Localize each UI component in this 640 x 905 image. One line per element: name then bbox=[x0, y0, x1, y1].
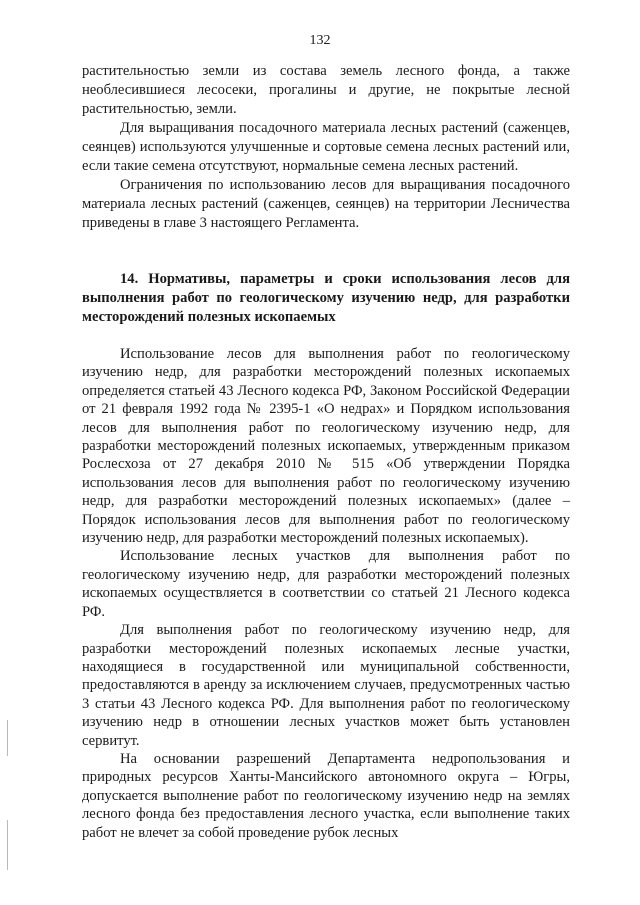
paragraph: Ограничения по использованию лесов для выращивания посадочного материала лесных растений (саженцев, сеянцев) на территории Лесничества приведены в главе 3 настоящего Регламента. bbox=[82, 177, 570, 231]
paragraph: Для выполнения работ по геологическому изучению недр, для разработки месторождений полезных ископаемых лесные участки, находящиеся в государственной или муниципальной собственности, предоставляются в аренду за исключением случаев, предусмотренных частью 3 статьи 43 Лесного кодекса РФ. Для выполнения работ по геологическому изучению недр в отношении лесных участков может быть установлен сервитут. bbox=[82, 622, 570, 749]
scan-edge-mark bbox=[7, 720, 8, 756]
paragraph: Для выращивания посадочного материала лесных растений (саженцев, сеянцев) используются улучшенные и сортовые семена лесных растений или, если такие семена отсутствуют, нормальные семена лесных растений. bbox=[82, 120, 570, 174]
section-body bbox=[82, 345, 570, 842]
scan-edge-mark bbox=[7, 820, 8, 870]
paragraph: На основании разрешений Департамента недропользования и природных ресурсов Ханты-Мансийского автономного округа – Югры, допускается выполнение работ по геологическому изучению недр на землях лесного фонда без предоставления лесного участка, если выполнение таких работ не влечет за собой проведение рубок лесных bbox=[82, 750, 570, 841]
paragraph: Использование лесов для выполнения работ по геологическому изучению недр, для разработки месторождений полезных ископаемых определяется статьей 43 Лесного кодекса РФ, Законом Российской Федерации от 21 февраля 1992 года № 2395-1 «О недрах» и Порядком использования лесов для выполнения работ по геологическому изучению недр, для разработки месторождений полезных ископаемых, утвержденным приказом Рослесхоза от 27 декабря 2010 № 515 «Об утверждении Порядка использования лесов для выполнения работ по геологическому изучению недр, для разработки месторождений полезных ископаемых» (далее – Порядок использования лесов для выполнения работ по геологическому изучению недр, для разработки месторождений полезных ископаемых). bbox=[82, 346, 570, 547]
page-number: 132 bbox=[309, 33, 331, 48]
paragraph: растительностью земли из состава земель лесного фонда, а также необлесившиеся лесосеки, прогалины и другие, не покрытые лесной растительностью, земли. bbox=[82, 63, 570, 117]
section-heading: 14. Нормативы, параметры и сроки использования лесов для выполнения работ по геологическому изучению недр, для разработки месторождений полезных ископаемых bbox=[82, 271, 570, 325]
paragraph: Использование лесных участков для выполнения работ по геологическому изучению недр, для разработки месторождений полезных ископаемых осуществляется в соответствии со статьей 21 Лесного кодекса РФ. bbox=[82, 548, 570, 620]
document-body bbox=[82, 62, 570, 842]
